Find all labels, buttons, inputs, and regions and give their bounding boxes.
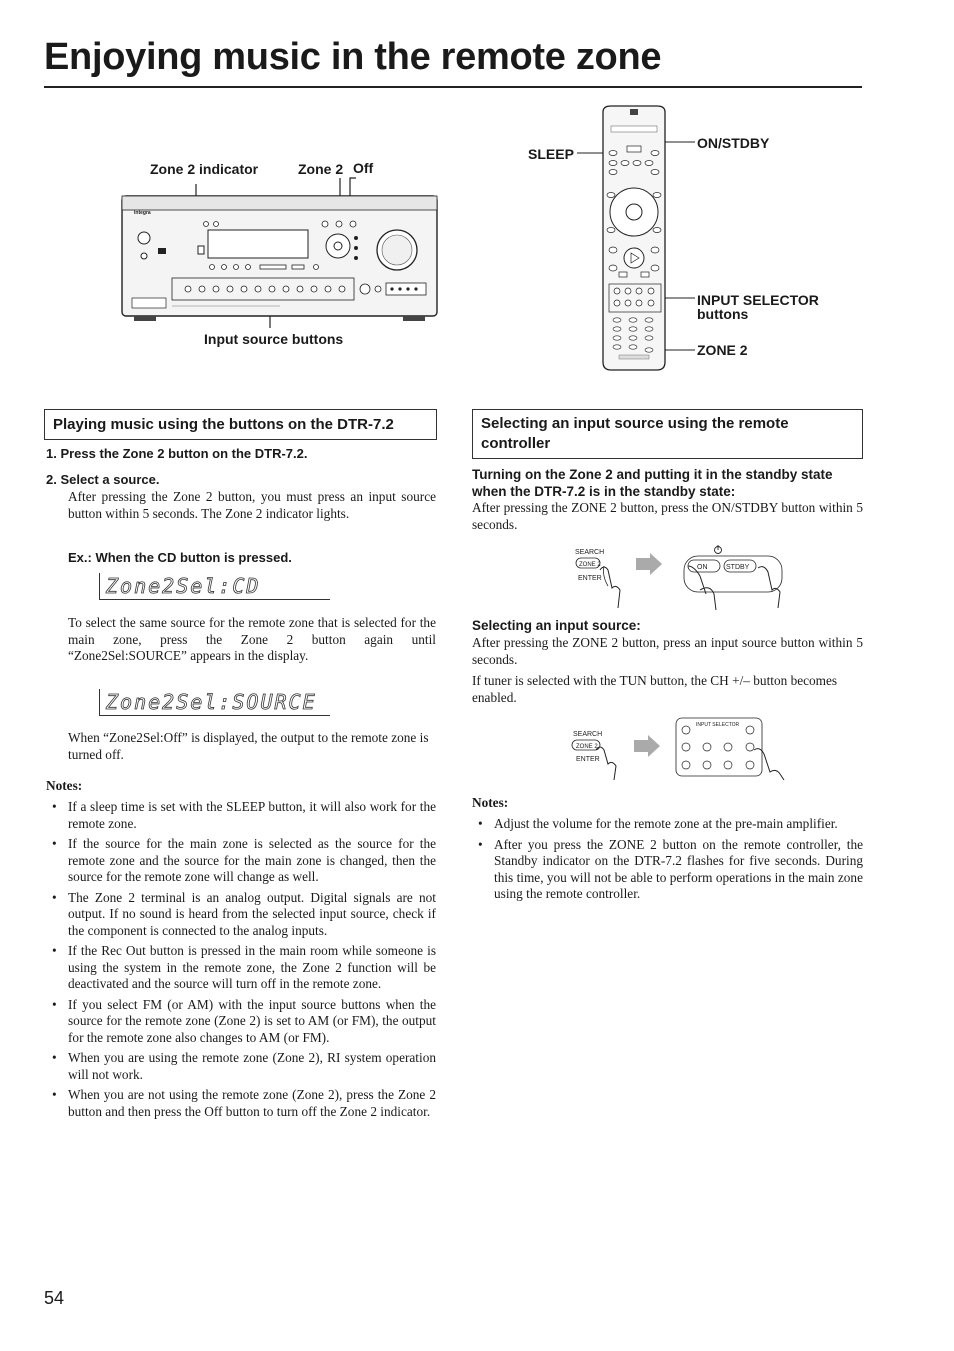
step-2-text: After pressing the Zone 2 button, you must press an input source button within 5 seconds. The Zone 2 indicator lights. [68,489,436,521]
note-item: • Adjust the volume for the remote zone at the pre-main amplifier. [472,816,863,833]
label-input-selector-buttons: buttons [697,306,749,322]
label-input-selector: INPUT SELECTOR [697,292,819,308]
note-item: • When you are using the remote zone (Zone 2), RI system operation will not work. [46,1050,436,1083]
right-notes-list [472,816,863,907]
same-source-text: To select the same source for the remote zone that is selected for the main zone, press the Zone 2 button again until “Zone2Sel:SOURCE” appears in the display. [68,615,436,663]
note-item: • If the Rec Out button is pressed in the main room while someone is using the system in the remote zone, the Zone 2 function will be deactivated and the source will turn off in the remote zone. [46,943,436,993]
receiver-illustration [110,170,455,330]
note-item: • When you are not using the remote zone (Zone 2), press the Zone 2 button and then press the Off button to turn off the Zone 2 indicator. [46,1087,436,1120]
note-item: • The Zone 2 terminal is an analog output. Digital signals are not output. If no sound is heard from the selected input source, check if the component is connected to the analog inputs. [46,890,436,940]
title-rule [44,86,862,88]
ill1-search: SEARCH [575,549,605,556]
note-item: • If the source for the main zone is selected as the source for the remote zone and the source for the main zone is changed, then the source for the remote zone will change as well. [46,836,436,886]
receiver-brand: Integra [134,210,151,216]
step-2: 2. Select a source. [46,472,160,487]
label-on-stdby: ON/STDBY [697,135,770,151]
lcd-text-source: Zone2Sel:SOURCE [106,690,317,714]
left-notes-heading: Notes: [46,778,83,793]
label-input-source-buttons: Input source buttons [204,331,344,347]
right-section-heading: Selecting an input source using the remote controller [472,409,863,459]
ill2-search: SEARCH [573,731,603,738]
ill1-stdby: STDBY [726,564,750,571]
lcd-display-cd [99,573,330,600]
ill2-zone2: ZONE 2 [576,744,598,750]
label-off: Off [353,160,374,176]
label-zone2: Zone 2 [298,161,344,177]
right-sub2: Selecting an input source: [472,618,641,633]
left-notes-list [46,799,436,1124]
ill1-enter: ENTER [578,575,602,582]
right-sub2-text: After pressing the ZONE 2 button, press an input source button within 5 seconds. [472,635,863,667]
ill2-input-selector: INPUT SELECTOR [696,722,740,728]
ill2-enter: ENTER [576,756,600,763]
label-sleep: SLEEP [528,146,574,162]
note-item: • After you press the ZONE 2 button on the remote controller, the Standby indicator on the DTR-7.2 flashes for five seconds. During this time, you will not be able to perform operations in the main zone using the remote controller. [472,837,863,903]
right-notes-heading: Notes: [472,795,509,810]
tuner-text: If tuner is selected with the TUN button, the CH +/– button becomes enabled. [472,673,838,705]
input-selector-illustration [568,716,794,780]
off-text: When “Zone2Sel:Off” is displayed, the output to the remote zone is turned off. [68,730,429,762]
label-zone2-indicator: Zone 2 indicator [150,161,259,177]
note-item: • If you select FM (or AM) with the input source buttons when the source for the remote zone (Zone 2) is set to AM (or FM), the output for the remote zone also changes to AM (or FM). [46,997,436,1047]
page-title: Enjoying music in the remote zone [44,36,662,78]
label-remote-zone2: ZONE 2 [697,342,748,358]
note-item: • If a sleep time is set with the SLEEP button, it will also work for the remote zone. [46,799,436,832]
page-number: 54 [44,1288,65,1308]
right-sub1-text: After pressing the ZONE 2 button, press the ON/STDBY button within 5 seconds. [472,500,863,532]
right-sub1: Turning on the Zone 2 and putting it in the standby state when the DTR-7.2 is in the standby state: [472,467,833,499]
ill1-zone2: ZONE 2 [579,562,601,568]
lcd-display-source [99,689,330,716]
left-section-heading: Playing music using the buttons on the DTR-7.2 [44,409,437,440]
zone2-on-illustration [570,540,790,612]
remote-illustration [575,100,700,375]
lcd-text-cd: Zone2Sel:CD [106,574,261,598]
example-label: Ex.: When the CD button is pressed. [68,550,292,565]
step-1: 1. Press the Zone 2 button on the DTR-7.2. [46,446,308,461]
ill1-on: ON [697,564,708,571]
